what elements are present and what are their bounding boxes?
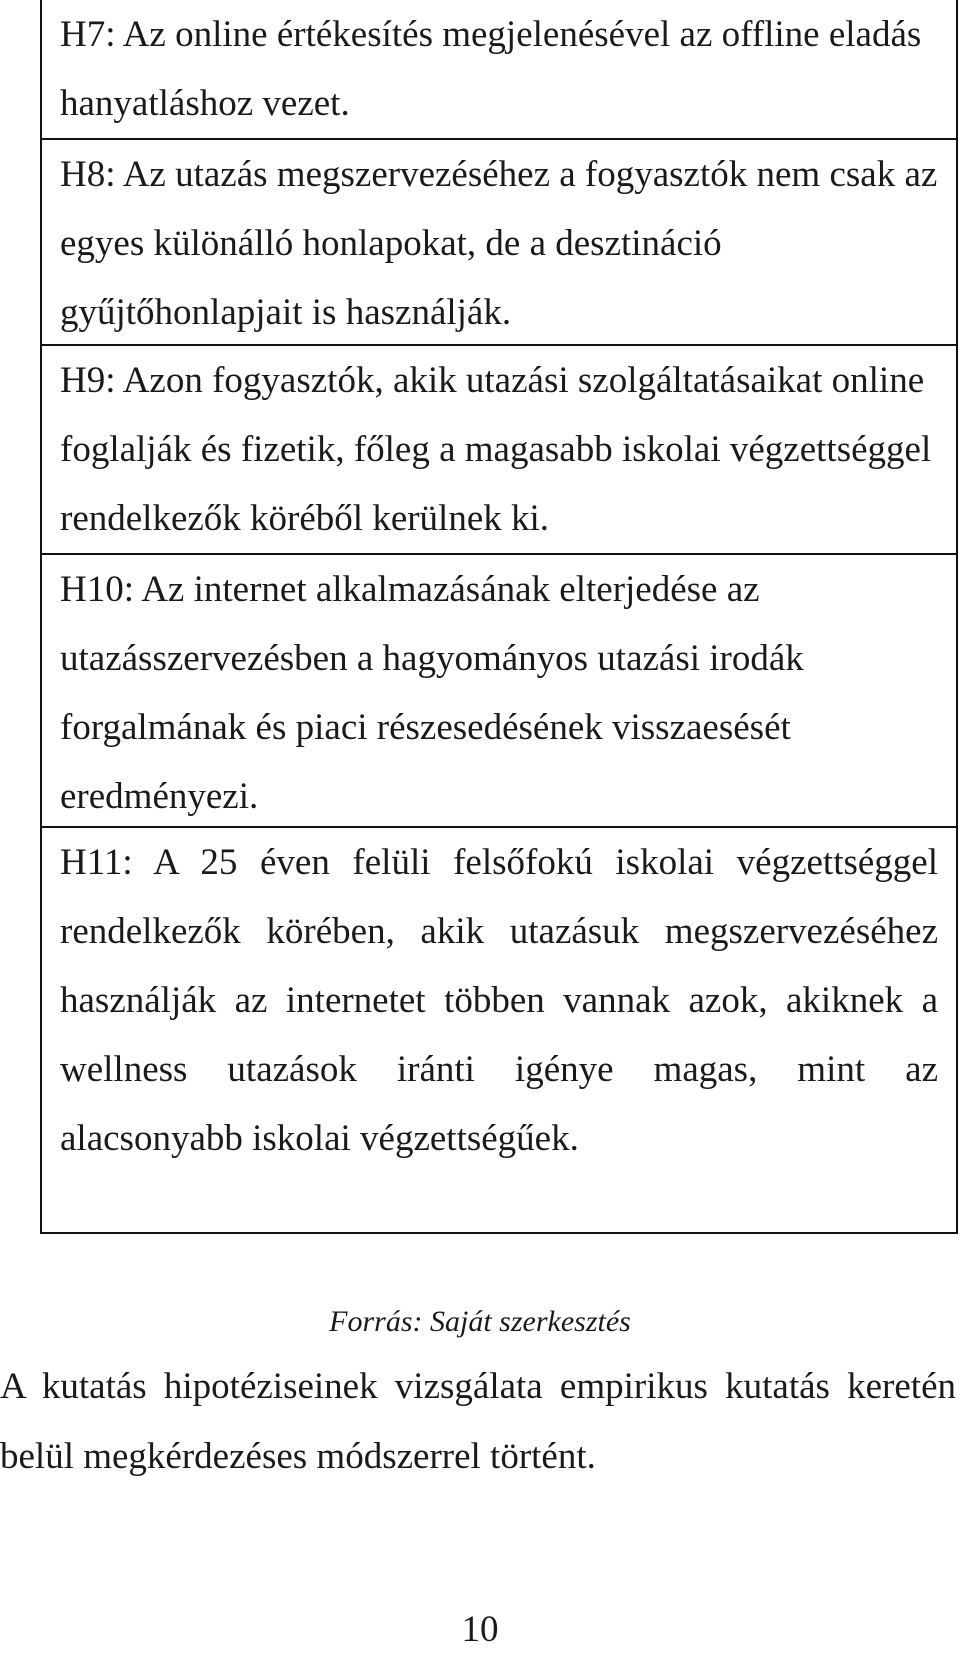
hypothesis-row-h9 <box>42 344 956 553</box>
page-number: 10 <box>461 1609 499 1650</box>
hypothesis-text: H7: Az online értékesítés megjelenésével az offline eladás hanyatláshoz vezet. <box>60 14 922 124</box>
hypothesis-table <box>40 0 958 1234</box>
hypothesis-row-h11 <box>42 826 956 1232</box>
hypothesis-row-h7 <box>42 0 956 138</box>
hypothesis-row-h8 <box>42 138 956 344</box>
body-paragraph: A kutatás hipotéziseinek vizsgálata empirikus kutatás keretén belül megkérdezéses módszerrel történt. <box>0 1366 956 1477</box>
hypothesis-text: H8: Az utazás megszervezéséhez a fogyasztók nem csak az egyes különálló honlapokat, de a desztináció gyűjtőhonlapjait is használják. <box>60 154 938 333</box>
hypothesis-text: H11: A 25 éven felüli felsőfokú iskolai végzettséggel rendelkezők körében, akik utazásuk megszervezéséhez használják az internetet többen vannak azok, akiknek a wellness utazások iránti igénye magas, mint az alacsonyabb iskolai végzettségűek. <box>60 842 938 1159</box>
hypothesis-text: H10: Az internet alkalmazásának elterjedése az utazásszervezésben a hagyományos utazási irodák forgalmának és piaci részesedésének visszaesését eredményezi. <box>60 569 804 817</box>
hypothesis-text: H9: Azon fogyasztók, akik utazási szolgáltatásaikat online foglalják és fizetik, főleg a magasabb iskolai végzettséggel rendelkezők köréből kerülnek ki. <box>60 360 932 539</box>
table-source-caption: Forrás: Saját szerkesztés <box>329 1305 631 1338</box>
hypothesis-row-h10 <box>42 553 956 826</box>
